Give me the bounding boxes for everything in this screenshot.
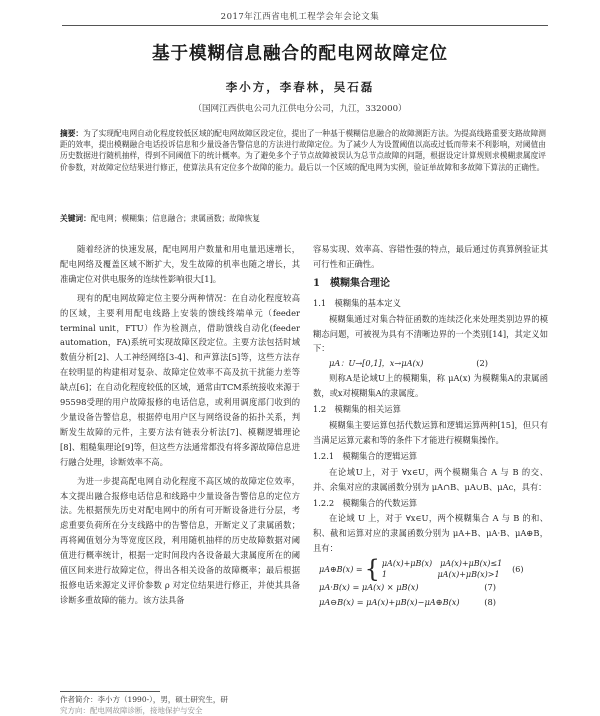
abstract — [60, 128, 546, 173]
abstract-text: 为了实现配电网自动化程度较低区域的配电网故障区段定位，提出了一种基于模糊信息融合的故障测距方法。为提高线路重要支路故障测距的效率，提出模糊融合电话投诉信息和少量设备告警信息的方法进行故障定位。为了减少人为设置阈值以高或过低而带来不利影响，对阈值由历史数据进行随机抽样，得到不同阈值下的统计概率。为了避免多个子节点故障被误认为总节点故障的问题，根据设定计算规则求模糊隶属度评价参数，对故障定位结果进行修正，使算法具有定位多个故障的能力。最后以一个区域的配电网为实例，验证单故障和多故障下算法的正确性。 — [60, 129, 546, 172]
brace-glyph: { — [364, 555, 380, 584]
paragraph: 则称A是论域U上的模糊集，称 μA(x) 为模糊集A的隶属函数，或x对模糊集A的隶属度。 — [313, 373, 548, 399]
paragraph: 在论域 U 上，对于 ∀x∈U，两个模糊集合 A 与 B 的和、积、截和运算对应的隶属函数分别为 μA+B、μA·B、μA⊕B，且有： — [313, 513, 548, 554]
equation-body: μA：U→[0,1]，x→μA(x) — [329, 358, 424, 369]
equation-body: μA·B(x) = μA(x) × μB(x) — [319, 582, 419, 593]
equation-number: (2) — [476, 358, 488, 369]
author-footnote: 作者简介：李小方（1990-），男，硕士研究生，研 — [60, 695, 228, 704]
equation-6 — [319, 555, 548, 584]
running-head: 2017年江西省电机工程学会年会论文集 — [220, 12, 380, 22]
keywords-text: 配电网；模糊集；信息融合；隶属函数；故障恢复 — [90, 214, 260, 223]
keywords-label: 关键词： — [60, 214, 91, 223]
equation-7 — [313, 580, 548, 595]
subsection-heading: 1.2 模糊集的相关运算 — [313, 404, 401, 415]
paragraph: 模糊集通过对集合特征函数的连续泛化来处理类别边界的模糊态问题，可被视为具有不清晰边界的一个类别[14]，其定义如下： — [313, 313, 548, 354]
equation-8 — [313, 595, 548, 610]
paragraph: 模糊集主要运算包括代数运算和逻辑运算两种[15]，但只有当满足运算元素和等的条件下才能进行模糊集操作。 — [313, 419, 548, 445]
section-heading: 1 模糊集合理论 — [313, 277, 390, 289]
affiliation: （国网江西供电公司九江供电分公司，九江，332000） — [193, 104, 407, 114]
author-footnote-cut: 究方向：配电网故障诊断，接地保护与安全 — [60, 706, 203, 715]
paragraph: 为进一步提高配电网自动化程度不高区域的故障定位效率，本文提出融合报修电话信息和线路中少量设备告警信息的定位方法。先根据预先历史对配电网中的所有可开断设备进行分层，考虑重要负荷所在分支线路中的告警信息，开断定义了隶属函数；再将阈值划分为等宽度区段，利用随机抽样的历史故障数据对阈值进行概率统计，根据一定时间段内各设备最大隶属度所在的阈值区间来进行故障定位，得出各相关设备的故障概率；最后根据报修电话来源定义评价参数 ρ 对定位结果进行修正，并使其具备诊断多重故障的能力。该方法具备 — [60, 475, 300, 605]
footnote-rule — [60, 691, 160, 692]
paragraph: 在论域U上，对于 ∀x∈U，两个模糊集合 A 与 B 的交、并、余集对应的隶属函数分别为 μA∩B、μA∪B、μAc，具有： — [313, 466, 548, 492]
author-list: 李小方，李春林，吴石磊 — [225, 80, 375, 94]
subsection-heading: 1.1 模糊集的基本定义 — [313, 297, 401, 308]
subsection-heading: 1.2.2 模糊集合的代数运算 — [313, 497, 418, 508]
equation-number: (7) — [484, 582, 496, 593]
paragraph: 随着经济的快速发展，配电网用户数量和用电量迅速增长，配电网络及覆盖区域不断扩大，发生故障的机率也随之增长，其准确定位对供电服务的连续性影响很大[1]。 — [60, 244, 300, 284]
intro-tail: 容易实现、效率高、容错性强的特点，最后通过仿真算例验证其可行性和正确性。 — [313, 244, 548, 269]
paper-title: 基于模糊信息融合的配电网故障定位 — [152, 44, 448, 64]
equation-case: μA(x)+μB(x) μA(x)+μB(x)≤1 — [381, 559, 503, 569]
header-rule — [62, 25, 548, 26]
equation-case: 1 μA(x)+μB(x)>1 — [381, 570, 500, 580]
equation-number: (8) — [484, 597, 496, 608]
abstract-label: 摘要： — [60, 129, 84, 138]
equation-2 — [313, 356, 548, 371]
equation-cases — [382, 558, 502, 580]
subsection-heading: 1.2.1 模糊集合的逻辑运算 — [313, 450, 418, 461]
keywords — [60, 213, 546, 224]
equation-lhs: μA⊕B(x) = — [319, 564, 363, 574]
equation-number: (6) — [512, 564, 524, 574]
left-column — [60, 242, 300, 612]
paragraph: 现有的配电网故障定位主要分两种情况：在自动化程度较高的区域，主要利用配电线路上安装的馈线终端单元（feeder terminal unit，FTU）作为检测点，借助馈线自动化(feeder automation，FA)系统可实现故障区段定位。主要方法包括时域数值分析[2]、人工神经网络[3-4]、和声算法[5]等，这些方法存在较明显的构建相对复杂、故障定位效率不高及抗干扰能力差等缺点[6]；在自动化程度较低的区域，通常由TCM系统接收来源于95598受理的用户故障报修的电话信息，或利用调度部门收到的少量设备告警信息，根据停电用户区与网络设备的拓扑关系，判断发生故障的元件，主要方法有链表分析法[7]、模糊逻辑理论[8]、粗糙集理论[9]等，但这些方法通常都没有将多源故障信息进行融合处理，诊断效率不高。 — [60, 292, 300, 467]
right-column — [313, 242, 548, 610]
equation-body: μA⊖B(x) = μA(x)+μB(x)−μA⊕B(x) — [319, 597, 460, 608]
